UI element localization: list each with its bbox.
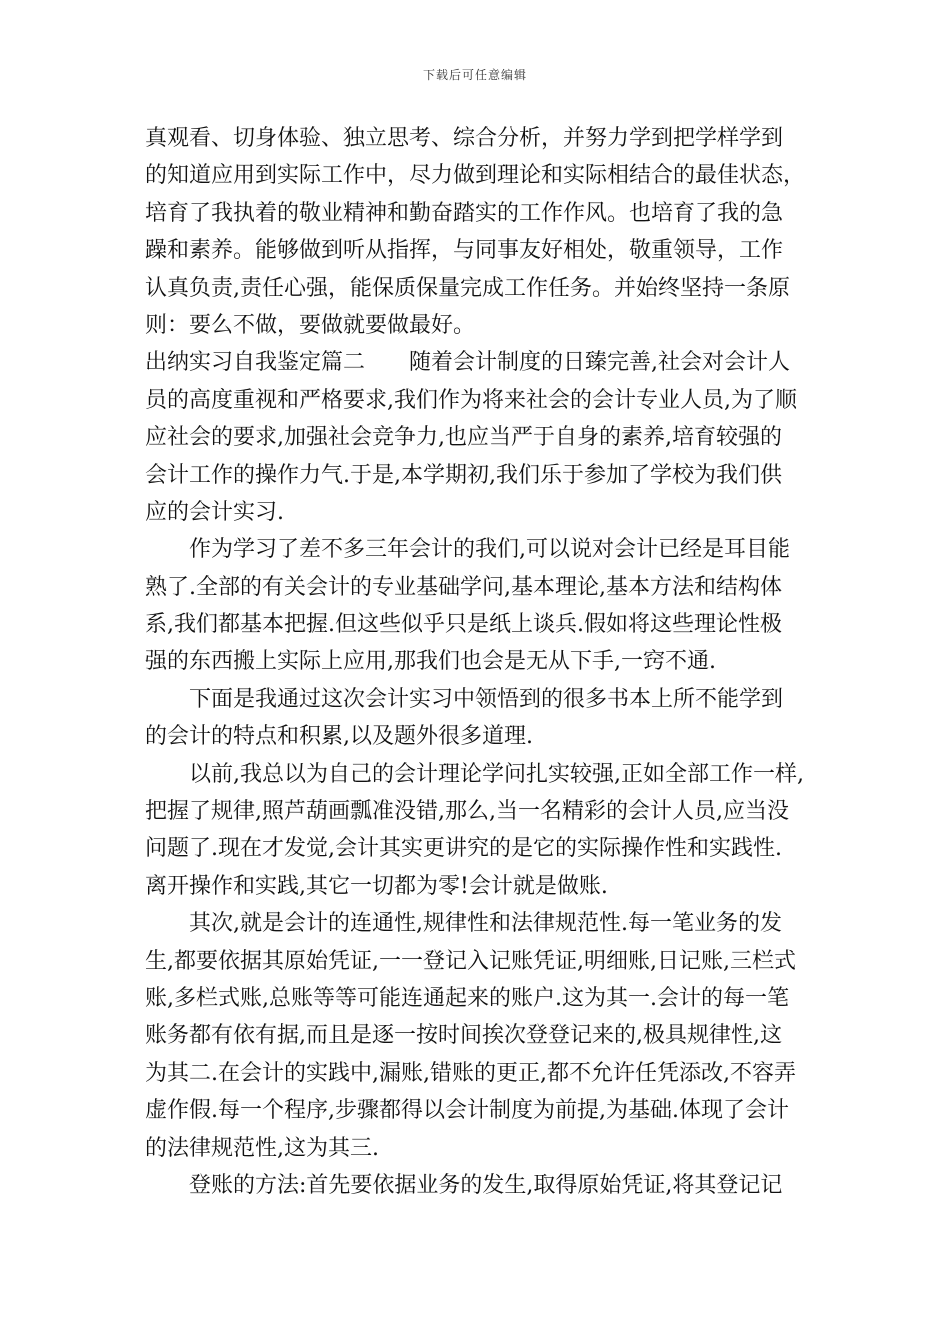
text-line: 的知道应用到实际工作中，尽力做到理论和实际相结合的最佳状态， bbox=[145, 163, 806, 189]
section-title: 出纳实习自我鉴定篇二 bbox=[145, 350, 366, 376]
text-line: 离开操作和实践,其它一切都为零!会计就是做账. bbox=[145, 873, 608, 899]
text-line: 熟了.全部的有关会计的专业基础学问,基本理论,基本方法和结构体 bbox=[145, 574, 782, 600]
text-line: 生,都要依据其原始凭证,一一登记入记账凭证,明细账,日记账,三栏式 bbox=[145, 948, 796, 974]
text-line: 强的东西搬上实际上应用,那我们也会是无从下手,一窍不通. bbox=[145, 649, 716, 675]
paragraph-start-line: 下面是我通过这次会计实习中领悟到的很多书本上所不能学到 bbox=[189, 686, 784, 712]
text-line: 躁和素养。能够做到听从指挥，与同事友好相处，敬重领导，工作 bbox=[145, 238, 784, 264]
text-line: 员的高度重视和严格要求,我们作为将来社会的会计专业人员,为了顺 bbox=[145, 387, 797, 413]
document-body bbox=[145, 120, 810, 1204]
text-line: 真观看、切身体验、独立思考、综合分析，并努力学到把学样学到 bbox=[145, 126, 784, 151]
text-line: 认真负责,责任心强，能保质保量完成工作任务。并始终坚持一条原 bbox=[145, 275, 790, 301]
text-line: 的法律规范性,这为其三. bbox=[145, 1135, 379, 1161]
text-line: 应社会的要求,加强社会竞争力,也应当严于自身的素养,培育较强的 bbox=[145, 425, 782, 451]
text-line: 把握了规律,照芦葫画瓢准没错,那么,当一名精彩的会计人员,应当没 bbox=[145, 799, 789, 825]
text-line: 系,我们都基本把握.但这些似乎只是纸上谈兵.假如将这些理论性极 bbox=[145, 612, 782, 638]
section-title-line bbox=[145, 344, 810, 381]
paragraph-start-line: 以前,我总以为自己的会计理论学问扎实较强,正如全部工作一样, bbox=[189, 761, 804, 787]
section-text: 随着会计制度的日臻完善,社会对会计人 bbox=[409, 350, 791, 376]
text-line: 则：要么不做，要做就要做最好。 bbox=[145, 312, 476, 338]
paragraph-start-line: 作为学习了差不多三年会计的我们,可以说对会计已经是耳目能 bbox=[189, 537, 790, 563]
text-line: 为其二.在会计的实践中,漏账,错账的更正,都不允许任凭添改,不容弄 bbox=[145, 1060, 796, 1086]
text-line: 问题了.现在才发觉,会计其实更讲究的是它的实际操作性和实践性. bbox=[145, 836, 782, 862]
text-line: 账,多栏式账,总账等等可能连通起来的账户.这为其一.会计的每一笔 bbox=[145, 985, 789, 1011]
text-line: 培育了我执着的敬业精神和勤奋踏实的工作作风。也培育了我的急 bbox=[145, 200, 784, 226]
text-line: 的会计的特点和积累,以及题外很多道理. bbox=[145, 724, 533, 750]
page-header: 下载后可任意编辑 bbox=[422, 68, 527, 82]
text-line: 会计工作的操作力气.于是,本学期初,我们乐于参加了学校为我们供 bbox=[145, 462, 782, 488]
paragraph-start-line: 其次,就是会计的连通性,规律性和法律规范性.每一笔业务的发 bbox=[189, 911, 782, 937]
text-line: 账务都有依有据,而且是逐一按时间挨次登登记来的,极具规律性,这 bbox=[145, 1023, 782, 1049]
text-line: 虚作假.每一个程序,步骤都得以会计制度为前提,为基础.体现了会计 bbox=[145, 1098, 789, 1124]
text-line: 应的会计实习. bbox=[145, 499, 284, 525]
paragraph-start-line: 登账的方法:首先要依据业务的发生,取得原始凭证,将其登记记 bbox=[189, 1172, 783, 1198]
